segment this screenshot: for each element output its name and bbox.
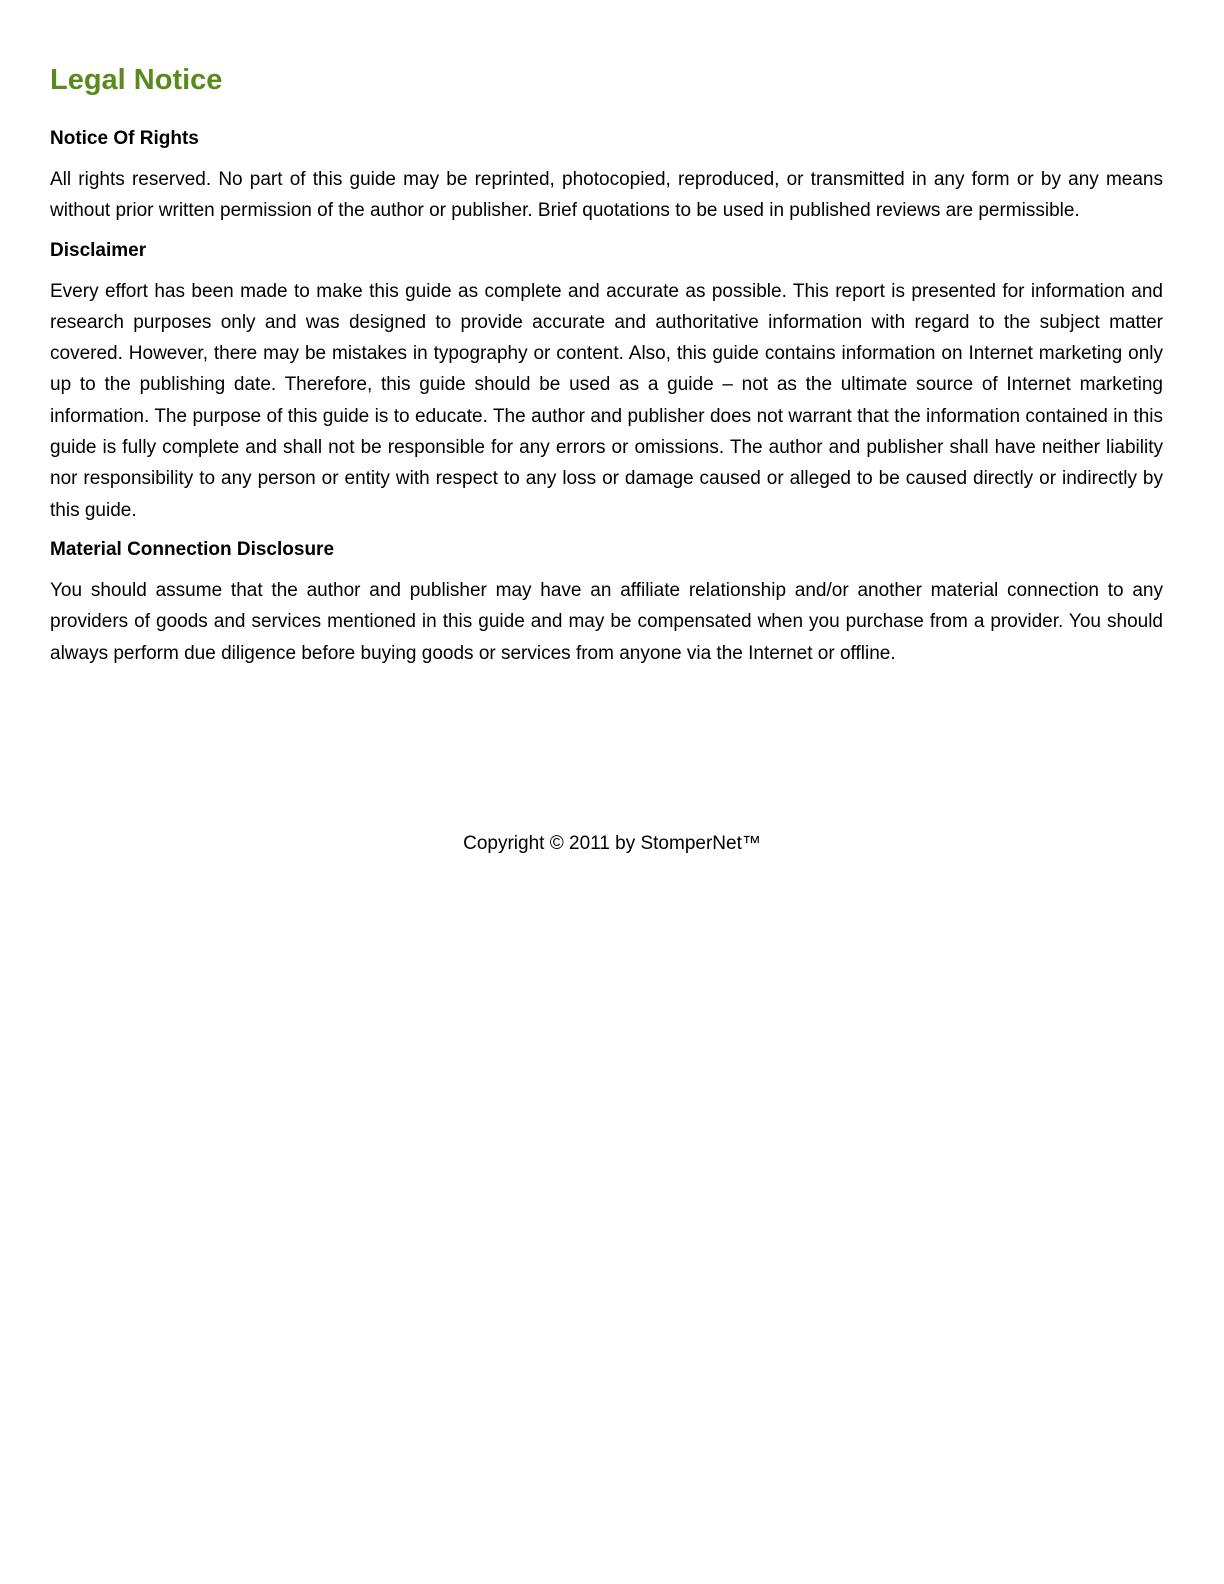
page-title: Legal Notice: [50, 64, 223, 96]
section-heading: Material Connection Disclosure: [50, 538, 335, 560]
legal-notice-page: [50, 62, 1163, 680]
section-heading: Notice Of Rights: [50, 128, 199, 149]
section-heading: Disclaimer: [50, 239, 147, 261]
section-notice-of-rights: [50, 126, 1163, 227]
section-body: Every effort has been made to make this guide as complete and accurate as possible. This report is presented for information and research purposes only and was designed to provide accurate and authoritative information with regard to the subject matter covered. However, there may be mistakes in typography or content. Also, this guide contains information on Internet marketing only up to the publishing date. Therefore, this guide should be used as a guide – not as the ultimate source of Internet marketing information. The purpose of this guide is to educate. The author and publisher does not warrant that the information contained in this guide is fully complete and shall not be responsible for any errors or omissions. The author and publisher shall have neither liability nor responsibility to any person or entity with respect to any loss or damage caused or alleged to be caused directly or indirectly by this guide.: [50, 280, 1163, 521]
section-body: You should assume that the author and publisher may have an affiliate relationship and/or another material connection to any providers of goods and services mentioned in this guide and may be compensated when you purchase from a provider. You should always perform due diligence before buying goods or services from anyone via the Internet or offline.: [50, 579, 1163, 664]
copyright-notice: Copyright © 2011 by StomperNet™: [463, 833, 761, 854]
section-disclaimer: [50, 238, 1163, 526]
section-material-connection-disclosure: [50, 537, 1163, 669]
section-body: All rights reserved. No part of this guide may be reprinted, photocopied, reproduced, or transmitted in any form or by any means without prior written permission of the author or publisher. Brief quotations to be used in published reviews are permissible.: [50, 169, 1163, 222]
